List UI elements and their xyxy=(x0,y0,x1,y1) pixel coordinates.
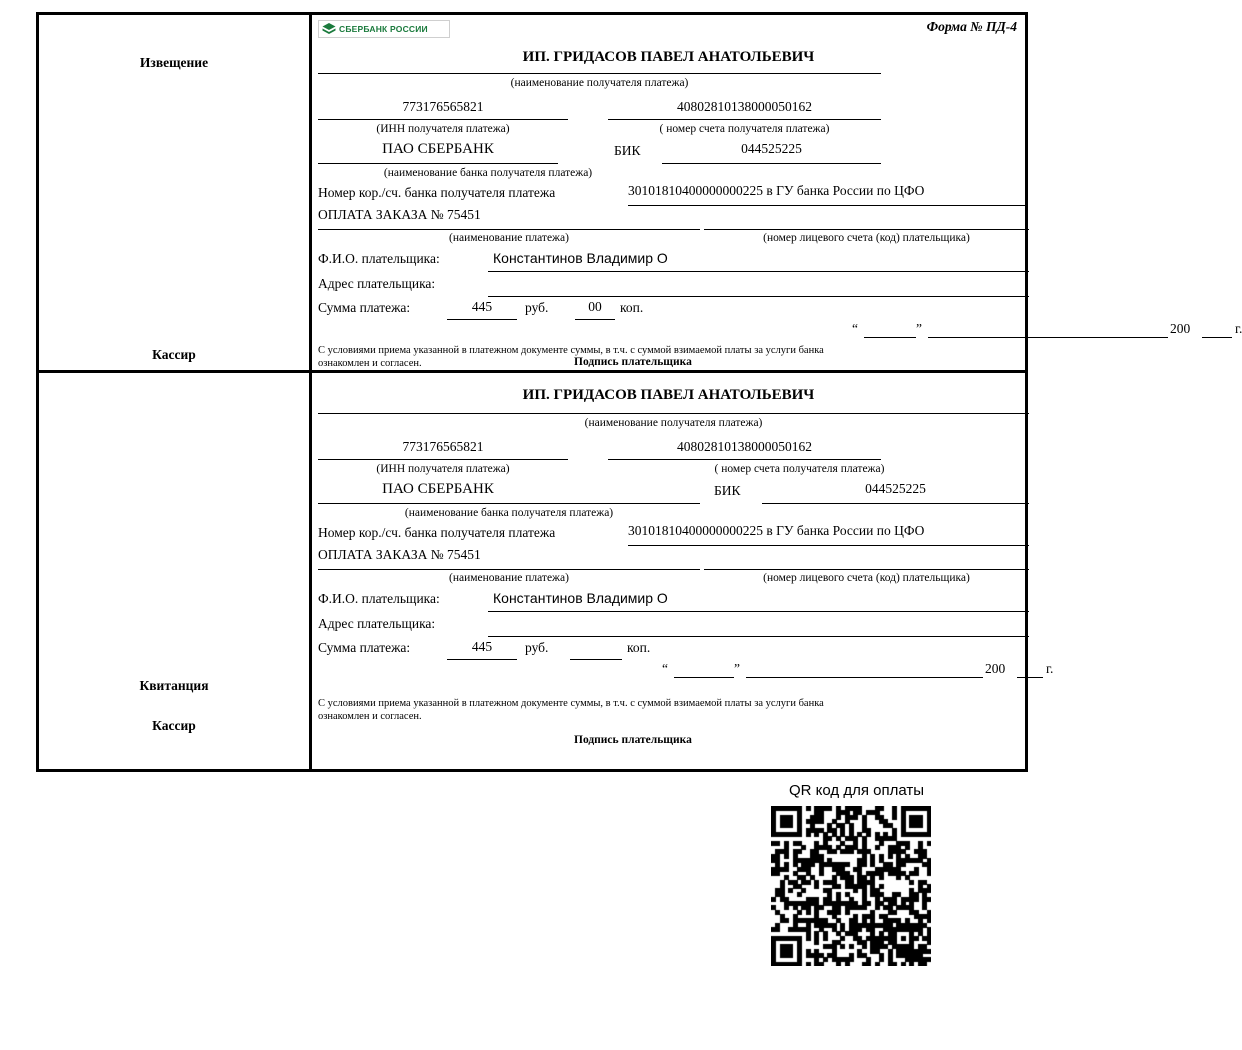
year-prefix-top: 200 xyxy=(1170,321,1191,336)
date-quote-open-top: “ xyxy=(852,321,858,336)
signature-label-top: Подпись плательщика xyxy=(574,356,692,368)
bik-label-bottom: БИК xyxy=(714,483,741,498)
year-suffix-bottom: г. xyxy=(1046,661,1054,676)
inn-underline-top xyxy=(318,119,568,120)
amount-label-top: Сумма платежа: xyxy=(318,300,411,315)
personal-account-caption-bottom: (номер лицевого счета (код) плательщика) xyxy=(763,572,970,584)
terms-line1-bottom: С условиями приема указанной в платежном документе суммы, в т.ч. с суммой взимаемой платы за услуги банка xyxy=(318,698,824,709)
year-suffix-top: г. xyxy=(1235,321,1242,336)
kop-word-top: коп. xyxy=(620,300,644,315)
bank-caption-top: (наименование банка получателя платежа) xyxy=(383,167,593,179)
date-quote-close-bottom: ” xyxy=(734,661,740,676)
personal-account-caption-top: (номер лицевого счета (код) плательщика) xyxy=(763,232,970,244)
purpose-caption-bottom: (наименование платежа) xyxy=(449,572,569,584)
account-caption-top: ( номер счета получателя платежа) xyxy=(659,123,830,135)
date-quote-open-bottom: “ xyxy=(662,661,668,676)
rub-word-bottom: руб. xyxy=(525,640,549,655)
address-underline-top xyxy=(488,296,1029,297)
payer-value-bottom: Константинов Владимир О xyxy=(493,590,668,606)
bank-caption-bottom: (наименование банка получателя платежа) xyxy=(404,507,614,519)
amount-rub-underline-top xyxy=(447,319,517,320)
inn-caption-bottom: (ИНН получателя платежа) xyxy=(376,463,510,475)
recipient-underline-top xyxy=(318,73,881,74)
purpose-underline-bottom xyxy=(318,569,700,570)
personal-account-underline-top xyxy=(704,229,1029,230)
bank-underline-bottom xyxy=(318,503,700,504)
address-label-top: Адрес плательщика: xyxy=(318,276,436,291)
label-kvitanciya: Квитанция xyxy=(139,678,209,693)
amount-rub-bottom: 445 xyxy=(471,639,493,654)
corr-underline-bottom xyxy=(628,545,1029,546)
kop-word-bottom: коп. xyxy=(627,640,651,655)
date-day-underline-bottom xyxy=(674,677,734,678)
label-kassir-top: Кассир xyxy=(152,347,196,362)
bank-name-top: ПАО СБЕРБАНК xyxy=(382,141,494,157)
purpose-underline-top xyxy=(318,229,700,230)
personal-account-underline-bottom xyxy=(704,569,1029,570)
corr-value-top: 30101810400000000225 в ГУ банка России по ЦФО xyxy=(628,183,925,198)
corr-label-bottom: Номер кор./сч. банка получателя платежа xyxy=(318,525,556,540)
corr-label-top: Номер кор./сч. банка получателя платежа xyxy=(318,185,556,200)
bik-label-top: БИК xyxy=(614,143,641,158)
account-underline-bottom xyxy=(608,459,881,460)
year-underline-bottom xyxy=(1017,677,1043,678)
bik-underline-bottom xyxy=(762,503,1029,504)
account-underline-top xyxy=(608,119,881,120)
corr-value-bottom: 30101810400000000225 в ГУ банка России по ЦФО xyxy=(628,523,925,538)
date-month-underline-bottom xyxy=(746,677,983,678)
year-underline-top xyxy=(1202,337,1232,338)
payer-underline-bottom xyxy=(488,611,1029,612)
qr-code xyxy=(771,806,931,966)
amount-kop-underline-bottom xyxy=(570,659,622,660)
amount-kop-top: 00 xyxy=(588,299,602,314)
inn-caption-top: (ИНН получателя платежа) xyxy=(376,123,510,135)
date-quote-close-top: ” xyxy=(916,321,922,336)
payer-underline-top xyxy=(488,271,1029,272)
corr-underline-top xyxy=(628,205,1028,206)
recipient-name-bottom: ИП. ГРИДАСОВ ПАВЕЛ АНАТОЛЬЕВИЧ xyxy=(522,387,815,403)
inn-value-bottom: 773176565821 xyxy=(402,439,484,454)
payer-label-top: Ф.И.О. плательщика: xyxy=(318,251,440,266)
payment-form xyxy=(36,12,1242,772)
payer-label-bottom: Ф.И.О. плательщика: xyxy=(318,591,440,606)
terms-line1-top: С условиями приема указанной в платежном документе суммы, в т.ч. с суммой взимаемой платы за услуги банка xyxy=(318,345,824,356)
receipt-right-column xyxy=(312,373,1054,769)
amount-rub-underline-bottom xyxy=(447,659,517,660)
purpose-caption-top: (наименование платежа) xyxy=(449,232,569,244)
bank-underline-top xyxy=(318,163,558,164)
amount-label-bottom: Сумма платежа: xyxy=(318,640,411,655)
purpose-value-top: ОПЛАТА ЗАКАЗА № 75451 xyxy=(318,207,481,222)
notice-left-column xyxy=(39,15,312,370)
account-value-top: 40802810138000050162 xyxy=(677,99,812,114)
address-label-bottom: Адрес плательщика: xyxy=(318,616,436,631)
recipient-caption-top: (наименование получателя платежа) xyxy=(510,77,689,89)
terms-line2-bottom: ознакомлен и согласен. xyxy=(318,711,422,722)
inn-value-top: 773176565821 xyxy=(402,99,484,114)
label-izveschenie: Извещение xyxy=(139,55,209,70)
recipient-name-top: ИП. ГРИДАСОВ ПАВЕЛ АНАТОЛЬЕВИЧ xyxy=(522,49,815,65)
label-kassir-bottom: Кассир xyxy=(152,718,196,733)
bik-underline-top xyxy=(662,163,881,164)
account-value-bottom: 40802810138000050162 xyxy=(677,439,812,454)
recipient-underline-bottom xyxy=(318,413,1029,414)
qr-title: QR код для оплаты xyxy=(789,782,925,799)
sberbank-logo xyxy=(318,20,450,38)
notice-right-column xyxy=(312,15,1242,370)
payer-value-top: Константинов Владимир О xyxy=(493,250,668,266)
recipient-caption-bottom: (наименование получателя платежа) xyxy=(584,417,763,429)
sberbank-logo-text: СБЕРБАНК РОССИИ xyxy=(339,24,428,34)
form-number: Форма № ПД-4 xyxy=(926,19,1017,34)
sberbank-mark-icon xyxy=(321,22,337,36)
bank-name-bottom: ПАО СБЕРБАНК xyxy=(382,481,494,497)
signature-label-bottom: Подпись плательщика xyxy=(574,734,692,746)
amount-kop-underline-top xyxy=(575,319,615,320)
receipt-section xyxy=(39,373,1054,769)
receipt-left-column xyxy=(39,373,312,769)
rub-word-top: руб. xyxy=(525,300,549,315)
amount-rub-top: 445 xyxy=(471,299,493,314)
notice-section xyxy=(39,15,1242,373)
inn-underline-bottom xyxy=(318,459,568,460)
account-caption-bottom: ( номер счета получателя платежа) xyxy=(714,463,885,475)
year-prefix-bottom: 200 xyxy=(985,661,1006,676)
date-month-underline-top xyxy=(928,337,1168,338)
bik-value-bottom: 044525225 xyxy=(865,481,926,496)
date-day-underline-top xyxy=(864,337,916,338)
terms-line2-top: ознакомлен и согласен. xyxy=(318,358,422,369)
purpose-value-bottom: ОПЛАТА ЗАКАЗА № 75451 xyxy=(318,547,481,562)
bik-value-top: 044525225 xyxy=(741,141,802,156)
address-underline-bottom xyxy=(488,636,1029,637)
